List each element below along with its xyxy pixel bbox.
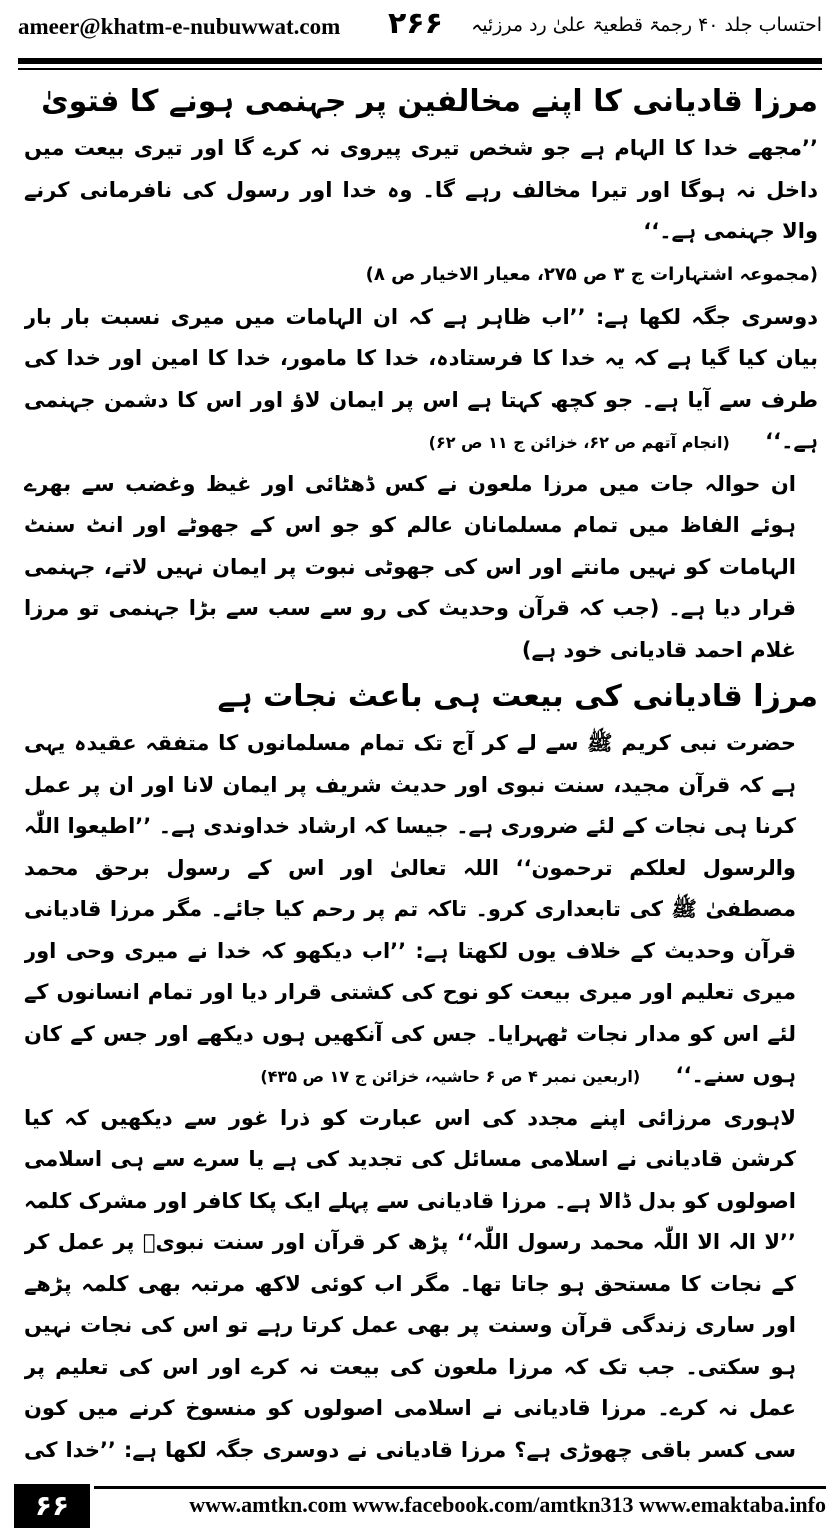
page-body xyxy=(24,76,818,1472)
page-header xyxy=(18,6,822,58)
footer-rule xyxy=(94,1486,826,1489)
footer-website-links: www.amtkn.com www.facebook.com/amtkn313 www.emaktaba.info xyxy=(189,1492,826,1517)
header-page-number: ۲۶۶ xyxy=(388,6,443,41)
page-footer xyxy=(14,1484,826,1528)
section-heading-bayat: مرزا قادیانی کی بیعت ہی باعث نجات ہے xyxy=(217,679,818,714)
quote-paragraph: ’’مجھے خدا کا الہام ہے جو شخص تیری پیروی نہ کرے گا اور تیری بیعت میں داخل نہ ہوگا اور تیرا مخالف رہے گا۔ وہ خدا اور رسول کی نافرمانی کرنے والا جہنمی ہے۔‘‘ xyxy=(24,136,818,243)
inline-citation: (انجام آتھم ص ۶۲، خزائن ج ۱۱ ص ۶۲) xyxy=(428,433,730,452)
reference-citation: (مجموعہ اشتہارات ج ۳ ص ۲۷۵، معیار الاخیار ص ۸) xyxy=(365,263,818,285)
paragraph-belief xyxy=(24,723,818,1098)
header-rule-thick xyxy=(18,58,822,64)
header-email: ameer@khatm-e-nubuwwat.com xyxy=(18,14,341,39)
paragraph-second-quote xyxy=(24,297,818,464)
inline-citation: (اربعین نمبر ۴ ص ۶ حاشیہ، خزائن ج ۱۷ ص ۴۳۵) xyxy=(260,1067,641,1086)
paragraph-text: حضرت نبی کریم ﷺ سے لے کر آج تک تمام مسلمانوں کا متفقہ عقیدہ یہی ہے کہ قرآن مجید، سنت نبوی اور حدیث شریف پر ایمان لانا اور ان پر عمل کرنا ہی نجات کے لئے ضروری ہے۔ جیسا کہ ارشاد خداوندی ہے۔ ’’اطیعوا اللّٰہ والرسول لعلکم ترحمون‘‘ اللہ تعالیٰ اور اس کے رسول برحق محمد مصطفیٰ ﷺ کی تابعداری کرو۔ تاکہ تم پر رحم کیا جائے۔ مگر مرزا قادیانی قرآن وحدیث کے خلاف یوں لکھتا ہے: ’’اب دیکھو کہ خدا نے میری وحی اور میری تعلیم اور میری بیعت کو نوح کی کشتی قرار دیا اور تمام انسانوں کے لئے اس کو مدار نجات ٹھہرایا۔ جس کی آنکھیں ہوں دیکھے اور جس کے کان ہوں سنے۔‘‘ xyxy=(24,731,796,1087)
header-rule-thin xyxy=(18,68,822,70)
section-heading-fatwa: مرزا قادیانی کا اپنے مخالفین پر جہنمی ہونے کا فتویٰ xyxy=(41,84,818,119)
paragraph-text: دوسری جگہ لکھا ہے: ’’اب ظاہر ہے کہ ان الہامات میں میری نسبت بار بار بیان کیا گیا ہے کہ یہ خدا کا فرستادہ، خدا کا مامور، خدا کا امین اور خدا کی طرف سے آیا ہے۔ جو کچھ کہتا ہے اس پر ایمان لاؤ اور اس کا دشمن جہنمی ہے۔‘‘ xyxy=(24,304,818,453)
paragraph-commentary: ان حوالہ جات میں مرزا ملعون نے کس ڈھٹائی اور غیظ وغضب سے بھرے ہوئے الفاظ میں تمام مسلمانان عالم کو جو اس کے جھوٹے اور انٹ سنٹ الہامات کو نہیں مانتے اور اس کی جھوٹی نبوت پر ایمان نہیں لاتے، جہنمی قرار دیا ہے۔ (جب کہ قرآن وحدیث کی رو سے سب سے بڑا جہنمی تو مرزا غلام احمد قادیانی خود ہے) xyxy=(24,471,796,662)
header-book-title: احتساب جلد ۴۰ رجمۃ قطعیۃ علیٰ رد مرزئیہ xyxy=(471,14,822,36)
paragraph-lahori: لاہوری مرزائی اپنے مجدد کی اس عبارت کو ذرا غور سے دیکھیں کہ کیا کرشن قادیانی نے اسلامی مسائل کی تجدید کی ہے یا سرے سے ہی اسلامی اصولوں کو بدل ڈالا ہے۔ مرزا قادیانی سے پہلے ایک پکا کافر اور مشرک کلمہ ’’لا الہ الا اللّٰہ محمد رسول اللّٰہ‘‘ پڑھ کر قرآن اور سنت نبویؐ پر عمل کر کے نجات کا مستحق ہو جاتا تھا۔ مگر اب کوئی لاکھ مرتبہ بھی کلمہ پڑھے اور ساری زندگی قرآن وسنت پر بھی عمل کرتا رہے تو اس کی نجات نہیں ہو سکتی۔ جب تک کہ مرزا ملعون کی بیعت نہ کرے اور اس کی تعلیم پر عمل نہ کرے۔ مرزا قادیانی نے اسلامی اصولوں کو منسوخ کرنے میں کون سی کسر باقی چھوڑی ہے؟ مرزا قادیانی نے دوسری جگہ لکھا ہے: ’’خدا کی xyxy=(24,1105,796,1462)
footer-page-number: ۶۶ xyxy=(14,1484,90,1528)
